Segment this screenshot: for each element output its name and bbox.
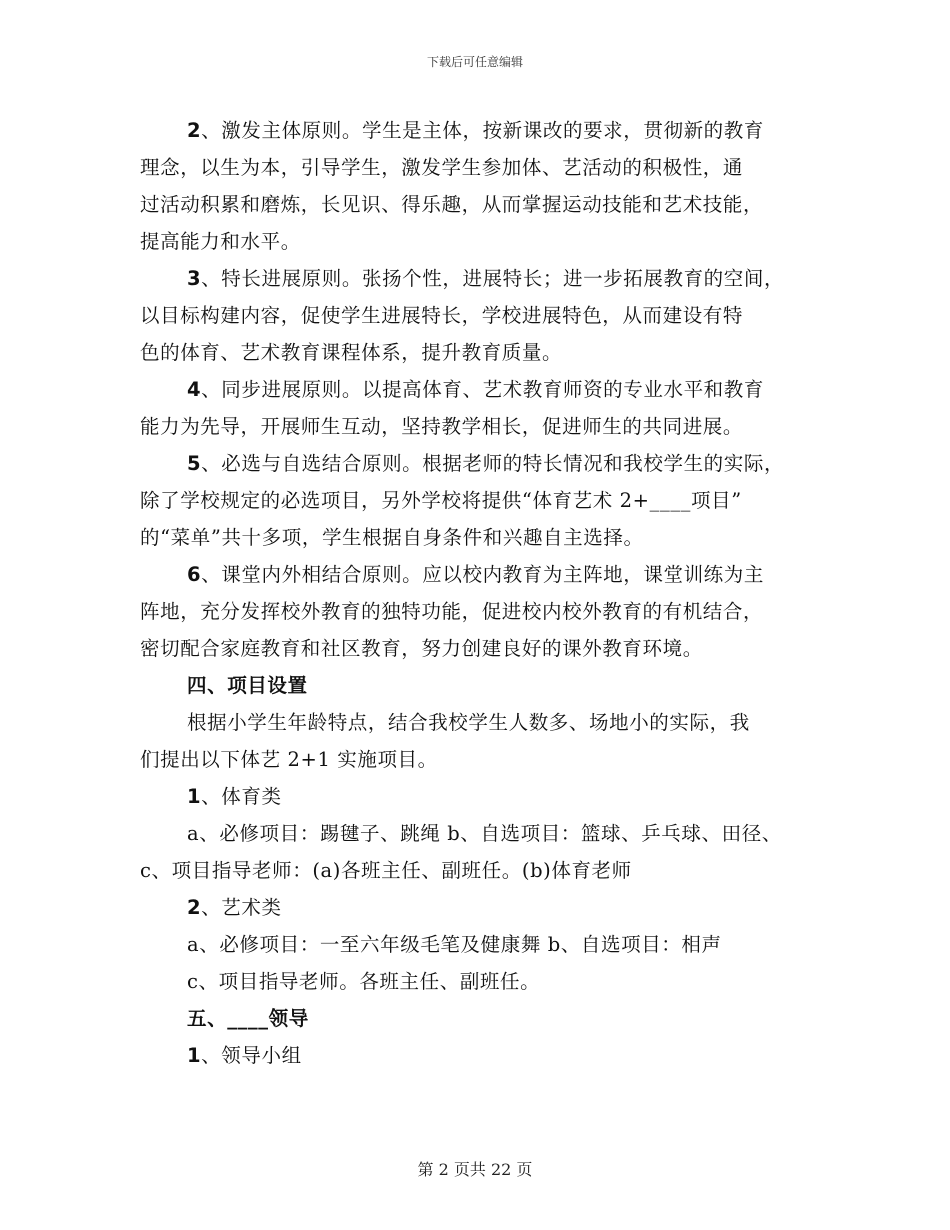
line-text: 、课堂内外相结合原则。应以校内教育为主阵地，课堂训练为主: [201, 563, 764, 586]
line-text: 、激发主体原则。学生是主体，按新课改的要求，贯彻新的教育: [201, 119, 764, 142]
document-body: [140, 112, 810, 1074]
text-line: 色的体育、艺术教育课程体系，提升教育质量。: [140, 341, 563, 364]
principle-paragraph: [140, 112, 810, 260]
text-line: [140, 112, 810, 149]
text-line: [140, 371, 810, 408]
text-line: 阵地，充分发挥校外教育的独特功能，促进校内校外教育的有机结合，: [140, 600, 764, 623]
text-line: a、必修项目：踢毽子、跳绳 b、自选项目：篮球、乒乓球、田径、: [187, 822, 782, 845]
section-heading-5: 五、____领导: [187, 1007, 309, 1030]
text-line: 提高能力和水平。: [140, 230, 301, 253]
text-line: 过活动积累和磨炼，长见识、得乐趣，从而掌握运动技能和艺术技能，: [140, 193, 764, 216]
text-line: 以目标构建内容，促使学生进展特长，学校进展特色，从而建设有特: [140, 304, 744, 327]
item-number: 1: [187, 785, 202, 808]
principle-paragraph: [140, 371, 810, 445]
text-line: 能力为先导，开展师生互动，坚持教学相长，促进师生的共同进展。: [140, 415, 744, 438]
text-line: 密切配合家庭教育和社区教育，努力创建良好的课外教育环境。: [140, 637, 703, 660]
item-number: 6: [187, 563, 202, 586]
item-number: 2: [187, 896, 202, 919]
item-number: 4: [187, 378, 202, 401]
text-line: 根据小学生年龄特点，结合我校学生人数多、场地小的实际，我: [187, 711, 750, 734]
principles-list: [140, 112, 810, 667]
section-heading-4: 四、项目设置: [187, 674, 308, 697]
item-title: 、领导小组: [201, 1044, 302, 1067]
item-number: 3: [187, 267, 202, 290]
text-line: 理念，以生为本，引导学生，激发学生参加体、艺活动的积极性，通: [140, 156, 744, 179]
text-line: 除了学校规定的必选项目，另外学校将提供“体育艺术 2+____项目”: [140, 489, 742, 512]
line-text: 、同步进展原则。以提高体育、艺术教育师资的专业水平和教育: [201, 378, 764, 401]
item-title: 、体育类: [201, 785, 282, 808]
item-title: 、艺术类: [201, 896, 282, 919]
text-line: 们提出以下体艺 2+1 实施项目。: [140, 748, 438, 771]
leadership-group-title: [140, 1037, 810, 1074]
text-line: c、项目指导老师。各班主任、副班任。: [187, 970, 541, 993]
item-number: 5: [187, 452, 202, 475]
page-footer: 第 2 页共 22 页: [417, 1160, 533, 1179]
page-header: 下载后可任意编辑: [426, 55, 523, 69]
line-text: 、特长进展原则。张扬个性，进展特长；进一步拓展教育的空间，: [201, 267, 785, 290]
text-line: [140, 556, 810, 593]
item-number: 2: [187, 119, 202, 142]
sports-category-title: [140, 778, 810, 815]
principle-paragraph: [140, 260, 810, 371]
text-line: c、项目指导老师：(a)各班主任、副班任。(b)体育老师: [140, 859, 632, 882]
text-line: [140, 260, 810, 297]
text-line: [140, 445, 810, 482]
text-line: 的“菜单”共十多项，学生根据自身条件和兴趣自主选择。: [140, 526, 644, 549]
arts-category-details: [140, 926, 810, 1000]
section4-intro: [140, 704, 810, 778]
principle-paragraph: [140, 556, 810, 667]
line-text: 、必选与自选结合原则。根据老师的特长情况和我校学生的实际，: [201, 452, 785, 475]
text-line: a、必修项目：一至六年级毛笔及健康舞 b、自选项目：相声: [187, 933, 722, 956]
arts-category-title: [140, 889, 810, 926]
sports-category-details: [140, 815, 810, 889]
item-number: 1: [187, 1044, 202, 1067]
principle-paragraph: [140, 445, 810, 556]
